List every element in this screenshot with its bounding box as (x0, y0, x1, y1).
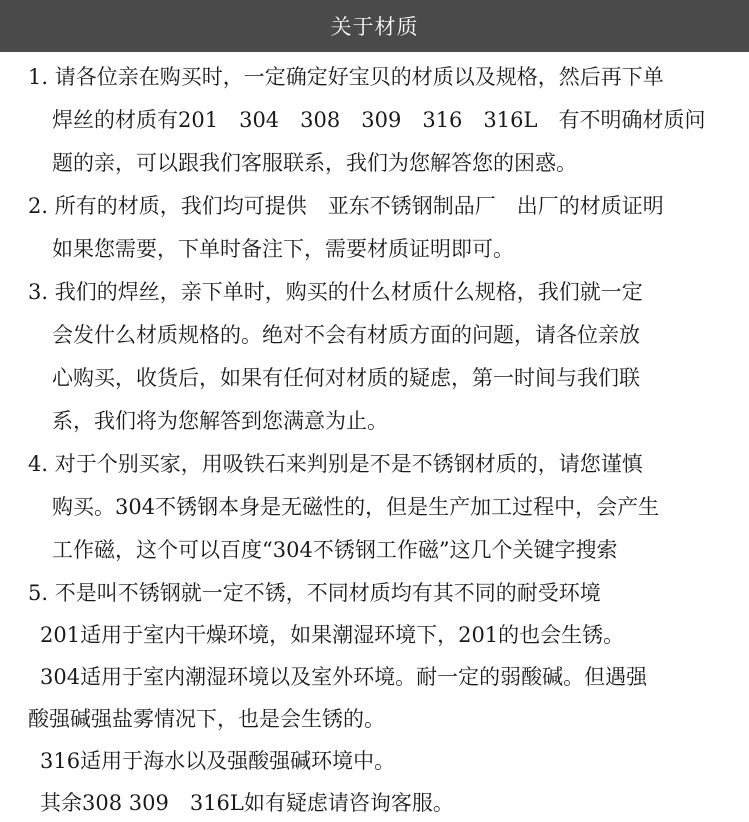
paragraph-line: 304适用于室内潮湿环境以及室外环境。耐一定的弱酸碱。但遇强 (40, 665, 648, 689)
paragraph-line: 购买。304不锈钢本身是无磁性的，但是生产加工过程中，会产生 (52, 495, 660, 519)
paragraph-line: 其余308 309 316L如有疑虑请咨询客服。 (40, 791, 454, 815)
paragraph-line: 4. 对于个别买家，用吸铁石来判别是不是不锈钢材质的，请您谨慎 (28, 452, 643, 476)
title-bar (0, 0, 749, 52)
paragraph-line: 酸强碱强盐雾情况下，也是会生锈的。 (28, 707, 385, 731)
paragraph-line: 系，我们将为您解答到您满意为止。 (52, 409, 388, 433)
paragraph-line: 3. 我们的焊丝，亲下单时，购买的什么材质什么规格，我们就一定 (28, 280, 643, 304)
paragraph-line: 焊丝的材质有201 304 308 309 316 316L 有不明确材质问 (52, 108, 706, 132)
paragraph-line: 316适用于海水以及强酸强碱环境中。 (40, 749, 396, 773)
paragraph-line: 工作磁，这个可以百度“304不锈钢工作磁”这几个关键字搜索 (52, 538, 618, 562)
paragraph-line: 题的亲，可以跟我们客服联系，我们为您解答您的困惑。 (52, 151, 577, 175)
page-title: 关于材质 (330, 15, 419, 39)
paragraph-line: 2. 所有的材质，我们均可提供 亚东不锈钢制品厂 出厂的材质证明 (28, 194, 664, 218)
paragraph-line: 5. 不是叫不锈钢就一定不锈，不同材质均有其不同的耐受环境 (28, 581, 601, 605)
paragraph-line: 心购买，收货后，如果有任何对材质的疑虑，第一时间与我们联 (52, 366, 640, 390)
paragraph-line: 如果您需要，下单时备注下，需要材质证明即可。 (52, 237, 514, 261)
paragraph-line: 1. 请各位亲在购买时，一定确定好宝贝的材质以及规格，然后再下单 (28, 65, 664, 89)
paragraph-line: 201适用于室内干燥环境，如果潮湿环境下，201的也会生锈。 (40, 623, 625, 647)
paragraph-line: 会发什么材质规格的。绝对不会有材质方面的问题，请各位亲放 (52, 323, 640, 347)
